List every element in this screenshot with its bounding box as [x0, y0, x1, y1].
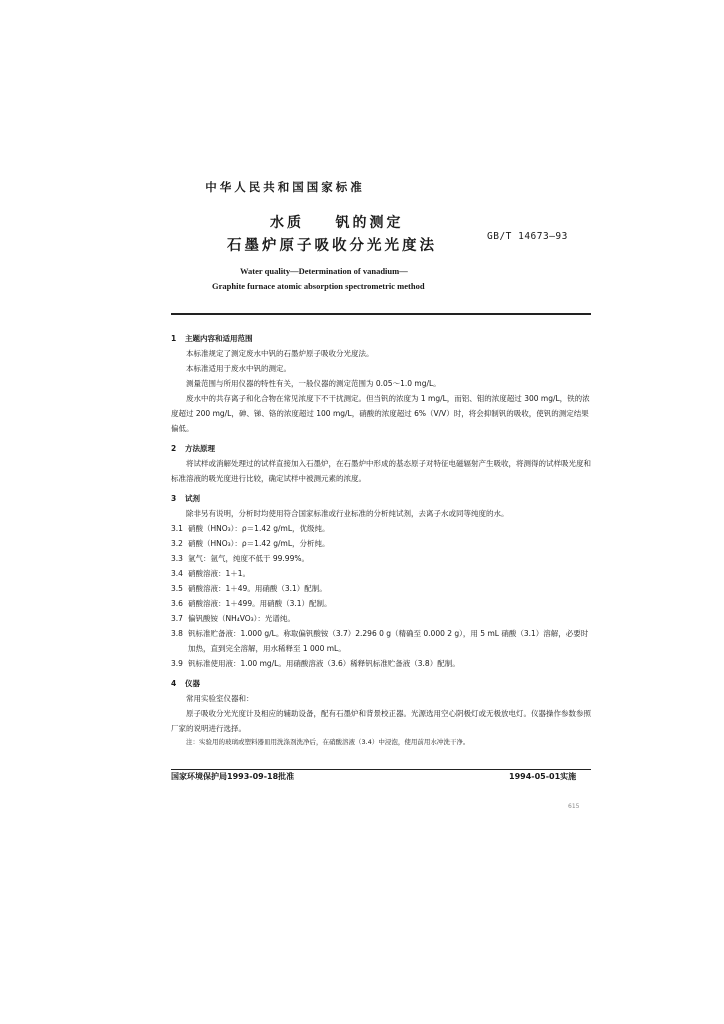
- paragraph: 本标准规定了测定废水中钒的石墨炉原子吸收分光度法。: [186, 349, 374, 358]
- section-title: 试剂: [185, 494, 200, 503]
- list-item: [171, 551, 591, 566]
- section-title: 主题内容和适用范围: [185, 334, 253, 343]
- section-title: 方法原理: [185, 444, 215, 453]
- bottom-divider: [171, 769, 591, 770]
- paragraph: 测量范围与所用仪器的特性有关，一般仪器的测定范围为 0.05～1.0 mg/L。: [186, 379, 441, 388]
- paragraph: 除非另有说明，分析时均使用符合国家标准或行业标准的分析纯试剂，去离子水或同等纯度的水。: [186, 509, 509, 518]
- item-number: 3.1: [171, 524, 183, 533]
- section-heading-1: [171, 331, 591, 346]
- page-number: 615: [568, 803, 580, 810]
- title-chinese-line1: 水质 钒的测定: [270, 215, 404, 231]
- section-number: 3: [171, 494, 177, 503]
- note: 注：实验用的玻璃或塑料器皿用洗涤剂洗净后，在硝酸溶液（3.4）中浸泡，使用前用水冲洗干净。: [186, 738, 470, 746]
- list-item: [171, 521, 591, 536]
- list-item: [171, 656, 591, 671]
- item-number: 3.4: [171, 569, 183, 578]
- item-number: 3.2: [171, 539, 183, 548]
- item-text: 硝酸溶液：1＋49。用硝酸（3.1）配制。: [188, 584, 327, 593]
- item-text: 硝酸溶液：1＋1。: [188, 569, 251, 578]
- section-title: 仪器: [185, 679, 200, 688]
- title-chinese-line2: 石墨炉原子吸收分光光度法: [227, 238, 437, 254]
- list-item: [171, 536, 591, 551]
- implementation-date: 1994-05-01实施: [509, 772, 577, 781]
- section-heading-3: [171, 491, 591, 506]
- item-text: 偏钒酸铵（NH₄VO₃）：光谱纯。: [188, 614, 295, 623]
- item-number: 3.6: [171, 599, 183, 608]
- section-number: 2: [171, 444, 177, 453]
- title-english-line2: Graphite furnace atomic absorption spectrometric method: [212, 281, 425, 291]
- item-number: 3.8: [171, 629, 183, 638]
- list-item: [171, 611, 591, 626]
- item-number: 3.9: [171, 659, 183, 668]
- national-standard-heading: 中华人民共和国国家标准: [205, 180, 365, 194]
- list-item: [171, 566, 591, 581]
- section-heading-2: [171, 441, 591, 456]
- item-text: 硝酸（HNO₃）：ρ＝1.42 g/mL，优级纯。: [188, 524, 330, 533]
- item-text: 氩气：氩气，纯度不低于 99.99%。: [188, 554, 309, 563]
- paragraph: 常用实验室仪器和：: [186, 694, 254, 703]
- paragraph: 本标准适用于废水中钒的测定。: [186, 364, 291, 373]
- item-number: 3.7: [171, 614, 183, 623]
- paragraph: 将试样或消解处理过的试样直接加入石墨炉，在石墨炉中形成的基态原子对特征电磁辐射产生吸收，将测得的试样吸光度和标准溶液的吸光度进行比较，确定试样中被测元素的浓度。: [171, 459, 591, 483]
- paragraph: 废水中的共存离子和化合物在常见浓度下不干扰测定。但当钒的浓度为 1 mg/L，而铝、钼的浓度超过 300 mg/L，铁的浓度超过 200 mg/L，砷、锑、铬的浓度超过 100 mg/L，硝酸的浓度超过 6%（V/V）时，将会抑制钒的吸收，使钒的测定结果偏低。: [171, 394, 590, 433]
- item-number: 3.5: [171, 584, 183, 593]
- section-number: 4: [171, 679, 177, 688]
- list-item: [171, 626, 591, 656]
- top-divider: [171, 313, 591, 315]
- title-english-line1: Water quality—Determination of vanadium—: [240, 266, 408, 276]
- item-text: 硝酸溶液：1＋499。用硝酸（3.1）配制。: [188, 599, 332, 608]
- item-text: 钒标准使用液：1.00 mg/L。用硝酸溶液（3.6）稀释钒标准贮备液（3.8）配制。: [188, 659, 460, 668]
- item-number: 3.3: [171, 554, 183, 563]
- item-text: 钒标准贮备液：1.000 g/L。称取偏钒酸铵（3.7）2.296 0 g（精确至 0.000 2 g），用 5 mL 硝酸（3.1）溶解，必要时加热，直到完全溶解，用水稀释至 1 000 mL。: [188, 629, 589, 653]
- list-item: [171, 596, 591, 611]
- item-text: 硝酸（HNO₃）：ρ＝1.42 g/mL，分析纯。: [188, 539, 330, 548]
- approval-date: 国家环境保护局1993-09-18批准: [171, 772, 295, 781]
- section-number: 1: [171, 334, 177, 343]
- list-item: [171, 581, 591, 596]
- document-body: [171, 328, 591, 748]
- standard-number: GB/T 14673—93: [487, 231, 568, 242]
- paragraph: 原子吸收分光光度计及相应的辅助设备，配有石墨炉和背景校正器。光源选用空心阴极灯或无极放电灯。仪器操作参数参照厂家的说明进行选择。: [171, 709, 591, 733]
- section-heading-4: [171, 676, 591, 691]
